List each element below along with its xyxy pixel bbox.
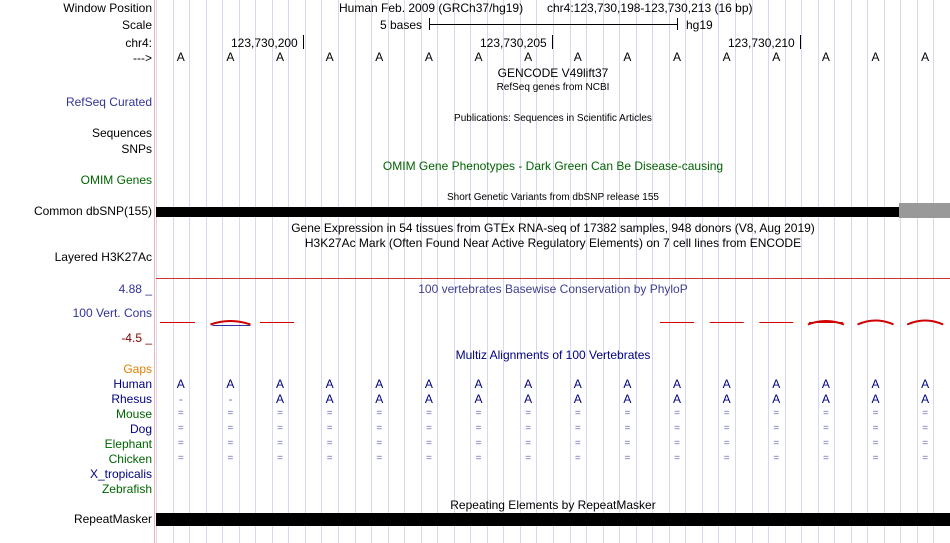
- alignment-base: A: [524, 392, 533, 406]
- repeatmasker-track-title[interactable]: Repeating Elements by RepeatMasker: [450, 498, 656, 512]
- alignment-base: A: [871, 392, 880, 406]
- alignment-base: =: [773, 423, 780, 434]
- scale-bases-text: 5 bases: [380, 18, 423, 32]
- gaps-label[interactable]: Gaps: [123, 362, 152, 376]
- publications-track-title[interactable]: Publications: Sequences in Scientific Articles: [454, 113, 652, 124]
- alignment-base: =: [823, 423, 829, 434]
- sequence-base: A: [524, 50, 533, 64]
- layered-h3k27ac-label[interactable]: Layered H3K27Ac: [54, 250, 152, 264]
- alignment-base: =: [574, 453, 581, 464]
- alignment-base: A: [821, 377, 830, 391]
- species-label-zebrafish[interactable]: Zebrafish: [101, 482, 152, 496]
- phylop-min-label: -4.5 _: [121, 331, 152, 345]
- phylop-max-label: 4.88 _: [118, 282, 152, 296]
- alignment-base: =: [475, 408, 482, 419]
- gencode-track-title[interactable]: GENCODE V49lift37: [497, 66, 609, 80]
- position-readout: chr4:123,730,198-123,730,213 (16 bp): [547, 1, 753, 15]
- alignment-base: =: [922, 453, 929, 464]
- alignment-base: A: [673, 392, 682, 406]
- alignment-base: =: [922, 423, 929, 434]
- alignment-base: =: [227, 408, 234, 419]
- alignment-base: =: [872, 408, 879, 419]
- alignment-base: =: [574, 423, 581, 434]
- sequence-base: A: [375, 50, 384, 64]
- dbsnp-scroll-region[interactable]: [899, 203, 950, 218]
- alignment-base: =: [426, 408, 432, 419]
- alignment-base: =: [674, 423, 680, 434]
- alignment-base: =: [624, 438, 631, 449]
- alignment-base: =: [475, 438, 482, 449]
- common-dbsnp-label[interactable]: Common dbSNP(155): [33, 204, 152, 218]
- alignment-base: =: [574, 438, 581, 449]
- h3k27ac-track-title[interactable]: H3K27Ac Mark (Often Found Near Active Regulatory Elements) on 7 cell lines from ENCODE: [304, 236, 802, 250]
- alignment-base: =: [823, 408, 829, 419]
- alignment-base: A: [276, 392, 285, 406]
- alignment-base: A: [573, 392, 582, 406]
- alignment-base: =: [426, 423, 432, 434]
- alignment-base: =: [773, 438, 780, 449]
- alignment-base: =: [277, 453, 283, 464]
- alignment-base: A: [375, 377, 384, 391]
- alignment-base: =: [674, 438, 680, 449]
- alignment-base: A: [226, 377, 235, 391]
- ruler-tick-label: 123,730,200: [231, 36, 298, 50]
- alignment-base: =: [177, 423, 184, 434]
- species-label-dog[interactable]: Dog: [129, 422, 152, 436]
- alignment-base: A: [524, 377, 533, 391]
- alignment-base: A: [921, 377, 930, 391]
- h3k27ac-baseline: [156, 278, 950, 279]
- species-label-chicken[interactable]: Chicken: [108, 452, 152, 466]
- alignment-base: =: [624, 453, 631, 464]
- alignment-base: =: [475, 423, 482, 434]
- snps-label[interactable]: SNPs: [121, 142, 152, 156]
- alignment-base: =: [823, 453, 829, 464]
- alignment-base: =: [773, 453, 780, 464]
- alignment-base: =: [277, 438, 283, 449]
- scale-label: Scale: [121, 18, 152, 32]
- alignment-base: =: [426, 438, 432, 449]
- alignment-base: =: [326, 408, 333, 419]
- alignment-base: A: [722, 392, 731, 406]
- alignment-base: A: [821, 392, 830, 406]
- omim-track-title[interactable]: OMIM Gene Phenotypes - Dark Green Can Be Disease-causing: [382, 159, 724, 173]
- phylop-track-title[interactable]: 100 vertebrates Basewise Conservation by PhyloP: [418, 282, 688, 296]
- scale-bar-right-tick: [677, 18, 678, 30]
- sequence-base: A: [226, 50, 235, 64]
- phylop-track-label[interactable]: 100 Vert. Cons: [72, 306, 152, 320]
- alignment-base: A: [375, 392, 384, 406]
- alignment-base: =: [773, 408, 780, 419]
- sequence-base: A: [623, 50, 632, 64]
- repeatmasker-feature-bar[interactable]: [156, 513, 950, 526]
- alignment-base: =: [177, 408, 184, 419]
- alignment-base: =: [872, 453, 879, 464]
- strand-label: --->: [133, 51, 152, 65]
- alignment-base: A: [424, 377, 433, 391]
- alignment-base: A: [871, 377, 880, 391]
- sequence-base: A: [722, 50, 731, 64]
- alignment-base: =: [525, 408, 532, 419]
- refseq-curated-label[interactable]: RefSeq Curated: [65, 95, 152, 109]
- species-label-human[interactable]: Human: [113, 377, 152, 391]
- alignment-base: A: [623, 377, 632, 391]
- alignment-base: =: [376, 423, 383, 434]
- species-label-x-tropicalis[interactable]: X_tropicalis: [89, 467, 152, 481]
- species-label-elephant[interactable]: Elephant: [104, 437, 152, 451]
- alignment-base: =: [326, 453, 333, 464]
- alignment-base: =: [723, 438, 730, 449]
- chromosome-label: chr4:: [125, 36, 152, 50]
- alignment-base: -: [178, 392, 183, 406]
- gtex-track-title[interactable]: Gene Expression in 54 tissues from GTEx RNA-seq of 17382 samples, 948 donors (V8, Aug 2019): [291, 221, 815, 235]
- alignment-base: A: [623, 392, 632, 406]
- alignment-base: =: [475, 453, 482, 464]
- alignment-base: A: [474, 392, 483, 406]
- sequence-base: A: [673, 50, 682, 64]
- alignment-base: =: [326, 423, 333, 434]
- alignment-base: =: [376, 438, 383, 449]
- sequence-base: A: [821, 50, 830, 64]
- alignment-base: =: [376, 408, 383, 419]
- alignment-base: A: [772, 392, 781, 406]
- alignment-base: =: [277, 423, 283, 434]
- alignment-base: =: [624, 423, 631, 434]
- alignment-base: =: [674, 408, 680, 419]
- scale-db-label: hg19: [686, 18, 713, 32]
- alignment-base: =: [823, 438, 829, 449]
- sequence-base: A: [276, 50, 285, 64]
- alignment-base: A: [276, 377, 285, 391]
- alignment-base: =: [426, 453, 432, 464]
- species-label-mouse[interactable]: Mouse: [115, 407, 152, 421]
- alignment-base: =: [525, 453, 532, 464]
- alignment-base: =: [723, 423, 730, 434]
- alignment-base: A: [772, 377, 781, 391]
- left-margin-line: [154, 0, 155, 543]
- alignment-base: =: [723, 408, 730, 419]
- multiz-track-title[interactable]: Multiz Alignments of 100 Vertebrates: [455, 348, 651, 362]
- sequence-base: A: [176, 50, 185, 64]
- alignment-base: =: [277, 408, 283, 419]
- ruler-tick-label: 123,730,205: [480, 36, 547, 50]
- alignment-base: =: [922, 408, 929, 419]
- alignment-base: =: [723, 453, 730, 464]
- alignment-base: =: [525, 423, 532, 434]
- alignment-base: =: [525, 438, 532, 449]
- alignment-base: -: [228, 392, 233, 406]
- alignment-base: A: [424, 392, 433, 406]
- alignment-base: =: [872, 423, 879, 434]
- alignment-base: =: [674, 453, 680, 464]
- alignment-base: =: [177, 453, 184, 464]
- sequence-base: A: [424, 50, 433, 64]
- alignment-base: =: [177, 438, 184, 449]
- sequence-base: A: [871, 50, 880, 64]
- alignment-base: A: [722, 377, 731, 391]
- ruler-tick-mark: [552, 35, 553, 49]
- alignment-base: A: [325, 392, 334, 406]
- sequence-base: A: [474, 50, 483, 64]
- sequence-base: A: [921, 50, 930, 64]
- alignment-base: A: [573, 377, 582, 391]
- alignment-base: A: [176, 377, 185, 391]
- sequence-base: A: [573, 50, 582, 64]
- alignment-base: A: [474, 377, 483, 391]
- alignment-base: =: [624, 408, 631, 419]
- alignment-base: =: [326, 438, 333, 449]
- repeatmasker-label[interactable]: RepeatMasker: [73, 512, 152, 526]
- species-label-rhesus[interactable]: Rhesus: [111, 392, 152, 406]
- omim-genes-label[interactable]: OMIM Genes: [80, 173, 152, 187]
- sequences-label[interactable]: Sequences: [91, 126, 152, 140]
- alignment-base: =: [574, 408, 581, 419]
- alignment-base: =: [227, 453, 234, 464]
- alignment-base: A: [325, 377, 334, 391]
- sequence-base: A: [325, 50, 334, 64]
- window-position-label: Window Position: [63, 1, 152, 15]
- alignment-base: =: [227, 438, 234, 449]
- alignment-base: =: [922, 438, 929, 449]
- alignment-base: =: [872, 438, 879, 449]
- ruler-tick-mark: [303, 35, 304, 49]
- alignment-base: =: [376, 453, 383, 464]
- alignment-base: A: [673, 377, 682, 391]
- ruler-tick-label: 123,730,210: [728, 36, 795, 50]
- sequence-base: A: [772, 50, 781, 64]
- assembly-name: Human Feb. 2009 (GRCh37/hg19): [339, 1, 524, 15]
- ruler-tick-mark: [800, 35, 801, 49]
- refseq-track-title[interactable]: RefSeq genes from NCBI: [496, 82, 610, 93]
- alignment-base: A: [921, 392, 930, 406]
- scale-bar: [429, 24, 677, 25]
- dbsnp-track-title[interactable]: Short Genetic Variants from dbSNP release 155: [447, 192, 659, 203]
- dbsnp-feature-bar[interactable]: [156, 207, 950, 217]
- alignment-base: =: [227, 423, 234, 434]
